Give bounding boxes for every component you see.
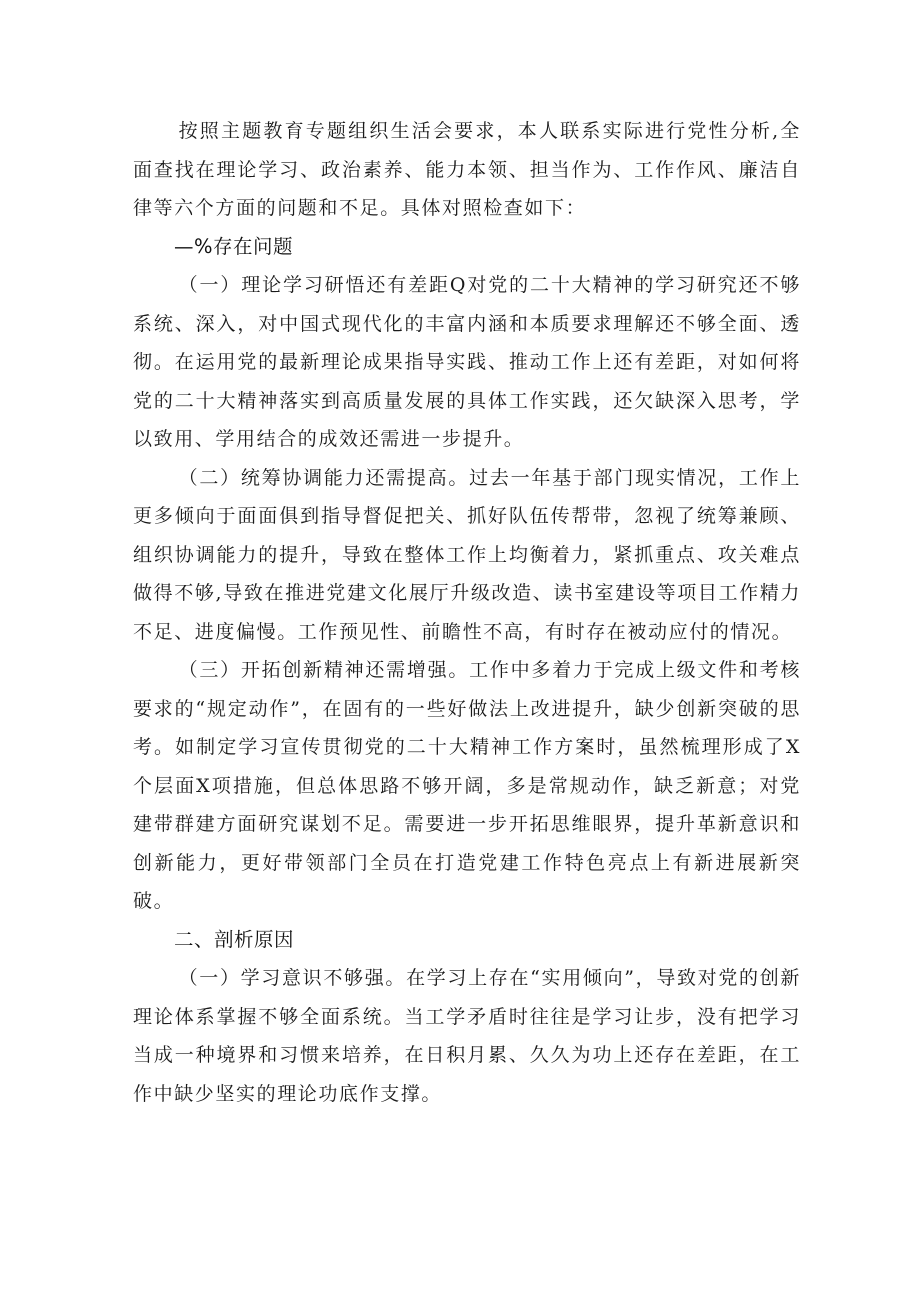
document-body [133,112,801,1113]
problem-paragraph-1: （一）理论学习研悟还有差距Q对党的二十大精神的学习研究还不够系统、深入，对中国式现代化的丰富内涵和本质要求理解还不够全面、透彻。在运用党的最新理论成果指导实践、推动工作上还有差距，对如何将党的二十大精神落实到高质量发展的具体工作实践，还欠缺深入思考，学以致用、学用结合的成效还需进一步提升。 [133,274,801,450]
intro-paragraph: 按照主题教育专题组织生活会要求，本人联系实际进行党性分析,全面查找在理论学习、政治素养、能力本领、担当作为、工作作风、廉洁自律等六个方面的问题和不足。具体对照检查如下： [133,120,801,219]
problem-paragraph-3: （三）开拓创新精神还需增强。工作中多着力于完成上级文件和考核要求的“规定动作”，在固有的一些好做法上改进提升，缺少创新突破的思考。如制定学习宣传贯彻党的二十大精神工作方案时，虽然梳理形成了X个层面X项措施，但总体思路不够开阔，多是常规动作，缺乏新意；对党建带群建方面研究谋划不足。需要进一步开拓思维眼界，提升革新意识和创新能力，更好带领部门全员在打造党建工作特色亮点上有新进展新突破。 [133,659,801,912]
problem-paragraph-2: （二）统筹协调能力还需提高。过去一年基于部门现实情况，工作上更多倾向于面面俱到指导督促把关、抓好队伍传帮带，忽视了统筹兼顾、组织协调能力的提升，导致在整体工作上均衡着力，紧抓重点、攻关难点做得不够,导致在推进党建文化展厅升级改造、读书室建设等项目工作精力不足、进度偏慢。工作预见性、前瞻性不高，有时存在被动应付的情况。 [133,466,801,643]
section-heading-causes: 二、剖析原因 [174,927,295,951]
cause-paragraph-1: （一）学习意识不够强。在学习上存在“实用倾向”，导致对党的创新理论体系掌握不够全面系统。当工学矛盾时往往是学习让步，没有把学习当成一种境界和习惯来培养，在日积月累、久久为功上还存在差距，在工作中缺少坚实的理论功底作支撑。 [133,967,801,1105]
section-heading-problems: —%存在问题 [174,234,294,258]
